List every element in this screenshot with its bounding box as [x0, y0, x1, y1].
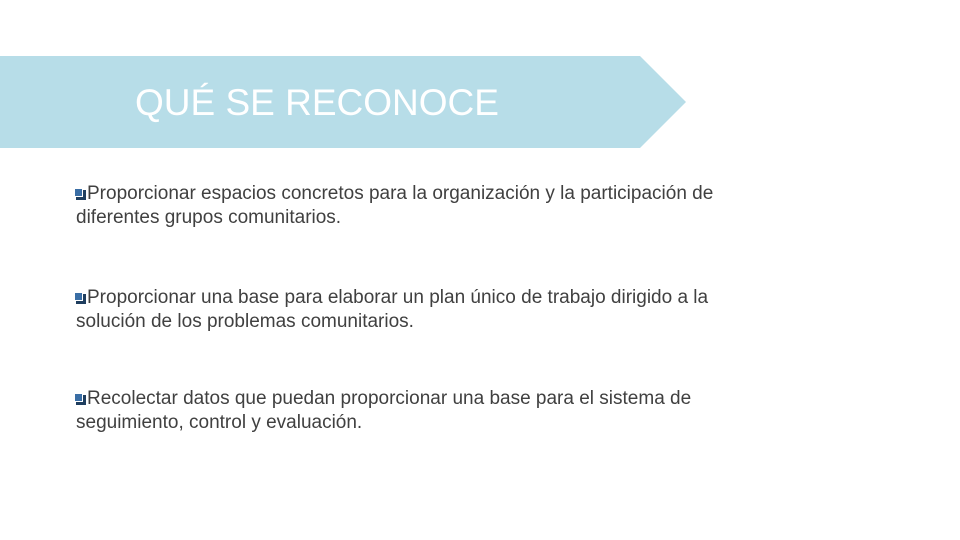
square-bullet-icon: [74, 188, 86, 200]
bullet-text: Recolectar datos que puedan proporcionar una base para el sistema de: [87, 388, 692, 409]
bullet-item: [74, 286, 834, 334]
bullet-list: [74, 182, 834, 491]
bullet-text-continued: seguimiento, control y evaluación.: [76, 412, 363, 433]
bullet-item: [74, 182, 834, 230]
square-bullet-icon: [74, 292, 86, 304]
slide-title: QUÉ SE RECONOCE: [135, 82, 499, 123]
bullet-item: [74, 387, 834, 435]
bullet-line: [74, 387, 834, 411]
bullet-text: Proporcionar espacios concretos para la organización y la participación de: [87, 183, 714, 204]
bullet-text: Proporcionar una base para elaborar un plan único de trabajo dirigido a la: [87, 287, 709, 308]
bullet-text-continued: solución de los problemas comunitarios.: [76, 311, 414, 332]
square-bullet-icon: [74, 393, 86, 405]
bullet-line: [74, 182, 834, 206]
bullet-line: [74, 286, 834, 310]
bullet-text-continued: diferentes grupos comunitarios.: [76, 207, 342, 228]
